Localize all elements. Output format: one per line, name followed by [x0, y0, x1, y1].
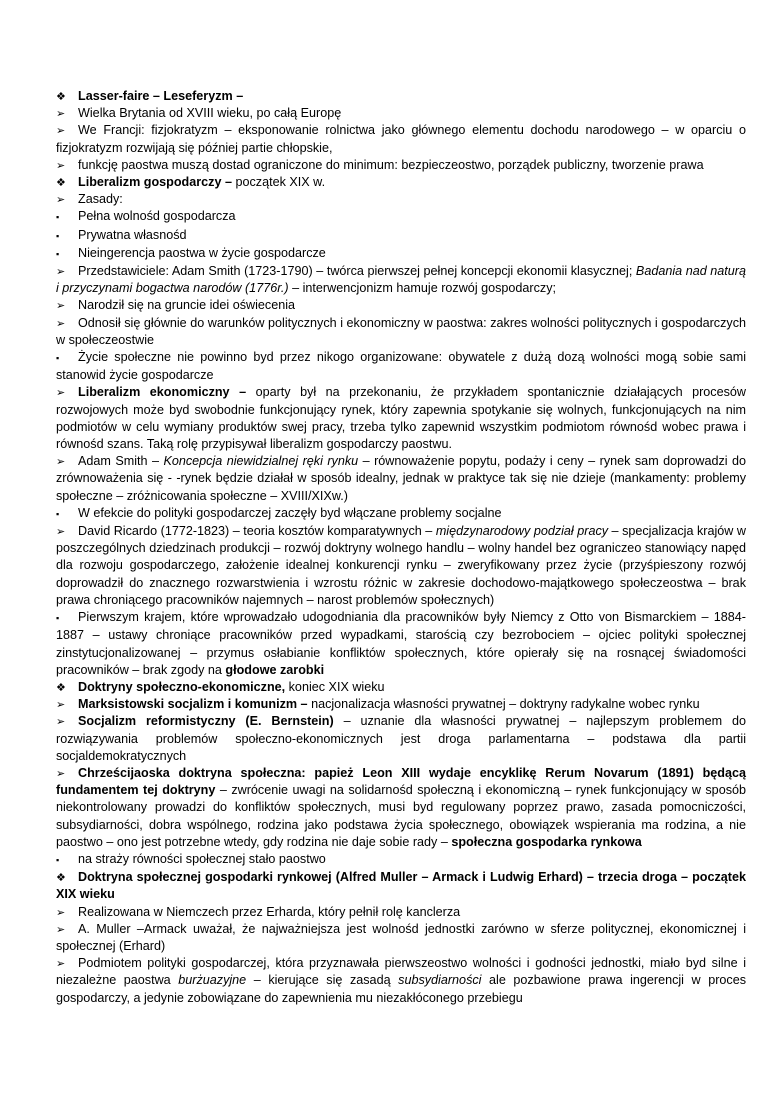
arrow-bullet-icon: ➢	[56, 922, 66, 936]
text-run: – równoważenie popytu, podaży i ceny – rynek sam doprowadzi do zrównoważenia się - -rynek będzie działał w sposób idealny, jednak w praktyce tak się nie dzieje (mankamenty: problemy społeczne – zróżnicowania społeczne – XVIII/XIXw.)	[56, 454, 747, 503]
text-run: oparty był na przekonaniu, że przykładem spontanicznie działających procesów rozwojowych może byd swobodnie funkcjonujący rynek, który zapewnia spotykanie się wolnych, funkcjonujących na nim podmiotów w celu wymiany produktów swej pracy, trzeba tylko zapewnid wszystkim podmiotom równośd wobec prawa i równośd szans. Taką rolę przypisywał liberalizm gospodarczy paostwu.	[56, 385, 746, 452]
square-bullet-icon: ▪	[56, 353, 60, 364]
text-run: Realizowana w Niemczech przez Erharda, który pełnił rolę kanclerza	[78, 904, 461, 919]
text-run: David Ricardo (1772-1823) – teoria kosztów komparatywnych –	[78, 524, 436, 539]
text-run: – zwrócenie uwagi na solidarnośd społeczną i ekonomiczną – rynek funkcjonujący w sposób niekontrolowany prowadzi do konfliktów społecznych, musi byd regulowany poprzez prawo, zasada pomocniczości, subsydiarności, dobra wspólnego, rodzina jako podstawa życia społecznego, obowiązek wspierania ma rodzina, a nie paostwo – ono jest potrzebne wtedy, gdy rodzina nie daje sobie rady –	[56, 783, 746, 849]
arrow-bullet-icon: ➢	[56, 957, 66, 971]
paragraph	[56, 263, 746, 297]
paragraph	[56, 349, 746, 384]
paragraph	[56, 88, 746, 105]
arrow-bullet-icon: ➢	[56, 386, 66, 400]
paragraph	[56, 713, 746, 765]
text-run: Życie społeczne nie powinno byd przez nikogo organizowane: obywatele z dużą dozą wolności mogą sobie sami stanowid życie gospodarcze	[56, 350, 746, 383]
square-bullet-icon: ▪	[56, 230, 60, 241]
text-run: Pełna wolnośd gospodarcza	[78, 209, 236, 224]
text-run: Odnosił się głównie do warunków politycznych i ekonomiczny w paostwa: zakres wolności politycznych i gospodarczych w społeczeostwie	[56, 315, 746, 347]
text-run: Liberalizm ekonomiczny –	[78, 385, 247, 400]
arrow-bullet-icon: ➢	[56, 766, 66, 780]
paragraph	[56, 869, 746, 903]
paragraph	[56, 955, 746, 1007]
text-run: Prywatna własnośd	[78, 227, 187, 242]
text-run: We Francji: fizjokratyzm – eksponowanie rolnictwa jako głównego elementu dochodu narodowego – w oparciu o fizjokratyzm rozwijają się później partie chłopskie,	[56, 123, 746, 155]
text-run: Podmiotem polityki gospodarczej, która przyznawała pierwszeostwo wolności i godności jednostki, miało byd silne i niezależne paostwa	[56, 956, 746, 988]
square-bullet-icon: ▪	[56, 613, 60, 624]
text-run: Przedstawiciele: Adam Smith (1723-1790) – twórca pierwszej pełnej koncepcji ekonomii klasycznej;	[78, 264, 636, 279]
diamond-bullet-icon: ❖	[56, 871, 66, 885]
arrow-bullet-icon: ➢	[56, 905, 66, 919]
text-run: Chrześcijaoska doktryna społeczna: papież Leon XIII wydaje encyklikę Rerum Novarum (1891) będącą fundamentem tej doktryny	[56, 765, 746, 798]
arrow-bullet-icon: ➢	[56, 525, 66, 539]
diamond-bullet-icon: ❖	[56, 90, 66, 103]
text-run: Narodził się na gruncie idei oświecenia	[78, 298, 296, 313]
square-bullet-icon: ▪	[56, 854, 60, 865]
paragraph	[56, 105, 746, 122]
arrow-bullet-icon: ➢	[56, 698, 66, 712]
text-run: W efekcie do polityki gospodarczej zaczęły byd włączane problemy socjalne	[78, 505, 502, 520]
text-run: głodowe zarobki	[225, 662, 325, 677]
paragraph	[56, 696, 746, 713]
paragraph	[56, 122, 746, 156]
text-run: ale pozbawione prawa ingerencji w proces gospodarczy, a jedynie zobowiązane do zapewnienia mu niezakłóconego przebiegu	[56, 973, 747, 1005]
arrow-bullet-icon: ➢	[56, 158, 66, 172]
text-run: Liberalizm gospodarczy –	[78, 175, 232, 190]
paragraph	[56, 921, 746, 955]
arrow-bullet-icon: ➢	[56, 299, 66, 313]
text-run: na straży równości społecznej stało paostwo	[78, 851, 326, 866]
diamond-bullet-icon: ❖	[56, 680, 66, 694]
paragraph	[56, 174, 746, 191]
text-run: Lasser-faire – Leseferyzm –	[78, 89, 244, 103]
arrow-bullet-icon: ➢	[56, 265, 66, 279]
text-run: Doktryny społeczno-ekonomiczne,	[78, 679, 286, 694]
paragraph	[56, 904, 746, 921]
paragraph	[56, 315, 746, 349]
text-run: funkcję paostwa muszą dostad ograniczone do minimum: bezpieczeostwo, porządek publiczny, tworzenie prawa	[78, 157, 704, 172]
paragraph	[56, 245, 746, 263]
text-run: – interwencjonizm hamuje rozwój gospodarczy;	[288, 281, 557, 296]
text-run: Doktryna społecznej gospodarki rynkowej (Alfred Muller – Armack i Ludwig Erhard) – trzecia droga – początek XIX wieku	[56, 870, 746, 902]
text-run: Pierwszym krajem, które wprowadzało udogodniania dla pracowników były Niemcy z Otto von Bismarckiem – 1884-1887 – ustawy chroniące pracowników przed wypadkami, starością czy bezrobociem – ojciec polityki społecznej zinstytucjonalizowanej – przymus osłabianie konfliktów społecznych, które opierały się na rosnącej świadomości pracowników – brak zgody na	[56, 610, 746, 677]
paragraph	[56, 765, 746, 851]
arrow-bullet-icon: ➢	[56, 107, 66, 121]
arrow-bullet-icon: ➢	[56, 124, 66, 138]
paragraph	[56, 157, 746, 174]
arrow-bullet-icon: ➢	[56, 715, 66, 729]
paragraph	[56, 851, 746, 869]
paragraph	[56, 679, 746, 696]
text-run: międzynarodowy podział pracy	[435, 524, 609, 539]
text-run: Wielka Brytania od XVIII wieku, po całą Europę	[78, 106, 342, 121]
text-run: Socjalizm reformistyczny (E. Bernstein)	[78, 714, 334, 729]
text-run: nacjonalizacja własności prywatnej – doktryny radykalne wobec rynku	[307, 697, 700, 712]
text-run: Zasady:	[78, 192, 123, 207]
paragraph	[56, 505, 746, 523]
text-run: początek XIX w.	[231, 175, 326, 190]
text-run: burżuazyjne	[178, 973, 247, 988]
square-bullet-icon: ▪	[56, 212, 60, 223]
paragraph	[56, 609, 746, 679]
paragraph	[56, 384, 746, 453]
paragraph	[56, 227, 746, 245]
paragraph	[56, 523, 746, 609]
paragraph	[56, 191, 746, 208]
paragraph	[56, 297, 746, 314]
text-run: Badania nad naturą i przyczynami bogactwa narodów (1776r.)	[56, 264, 746, 296]
text-run: – uznanie dla własności prywatnej – najlepszym problemem do rozwiązywania problemów społeczno-ekonomicznych jest droga parlamentarna – podstawa dla partii socjaldemokratycznych	[56, 714, 746, 763]
text-run: – kierujące się zasadą	[246, 973, 399, 988]
text-run: subsydiarności	[398, 973, 482, 988]
arrow-bullet-icon: ➢	[56, 455, 66, 469]
arrow-bullet-icon: ➢	[56, 316, 66, 330]
text-run: koniec XIX wieku	[285, 679, 385, 694]
square-bullet-icon: ▪	[56, 248, 60, 259]
text-run: – specjalizacja krajów w poszczególnych dziedzinach produkcji – rozwój doktryny wolnego handlu – wolny handel bez ograniczeo stanowiący napęd dla rozwoju gospodarczego, założenie idealnej konkurencji rynku – zweryfikowany przez życie (przyśpieszony rozwój doprowadził do znacznego rozwarstwienia i wzrostu różnic w zakresie dochodowo-majątkowego społeczeostwa – brak prawa chroniącego pracowników najemnych – narost problemów społecznych)	[56, 524, 746, 607]
square-bullet-icon: ▪	[56, 508, 60, 519]
text-run: Koncepcja niewidzialnej ręki rynku	[163, 454, 359, 469]
arrow-bullet-icon: ➢	[56, 193, 66, 207]
diamond-bullet-icon: ❖	[56, 176, 66, 190]
text-run: A. Muller –Armack uważał, że najważniejsza jest wolnośd jednostki zarówno w sferze politycznej, ekonomicznej i społecznej (Erhard)	[56, 921, 746, 953]
text-run: Marksistowski socjalizm i komunizm –	[78, 697, 308, 712]
text-run: Nieingerencja paostwa w życie gospodarcze	[78, 245, 326, 260]
text-run: Adam Smith –	[78, 454, 164, 469]
text-run: społeczna gospodarka rynkowa	[451, 834, 642, 849]
paragraph	[56, 453, 746, 505]
paragraph	[56, 208, 746, 226]
